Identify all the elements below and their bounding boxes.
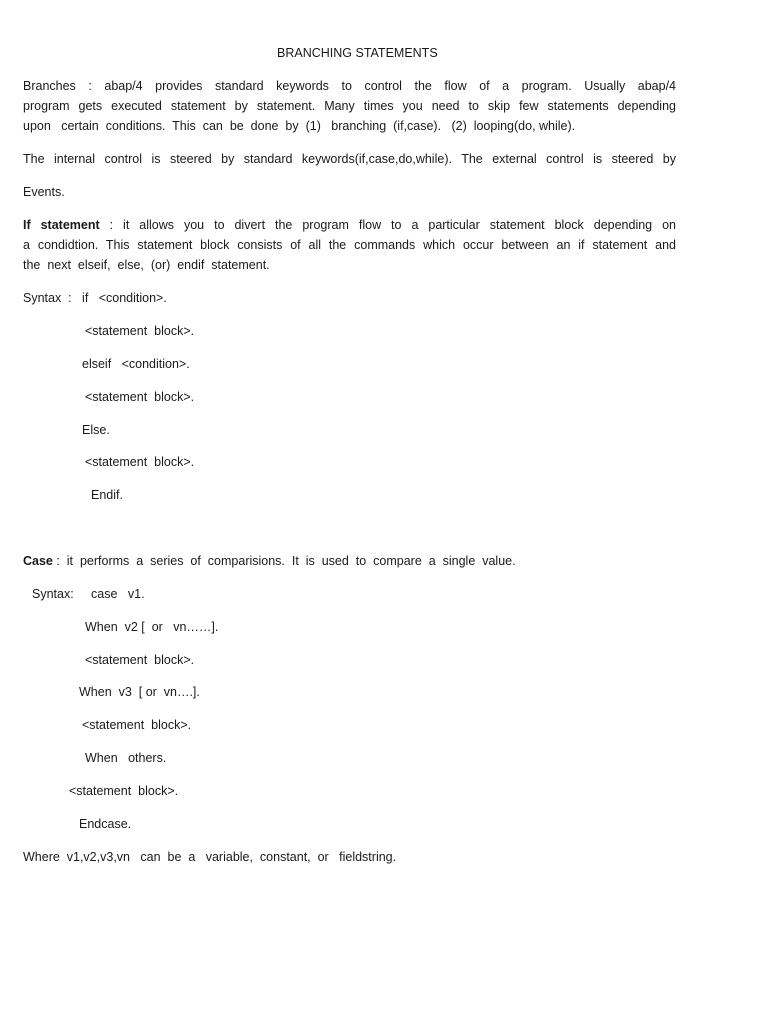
if-statement-description: : it allows you to divert the program flow to a particular statement block depending on bbox=[99, 218, 676, 232]
closing-sentence: Where v1,v2,v3,vn can be a variable, constant, or fieldstring. bbox=[23, 850, 397, 864]
if-syntax-line: Endif. bbox=[91, 488, 123, 502]
case-syntax-line: <statement block>. bbox=[69, 784, 179, 798]
if-syntax-line: <statement block>. bbox=[85, 324, 195, 338]
branches-paragraph-line-1: Branches : abap/4 provides standard keywords to control the flow of a program. Usually abap/4 bbox=[23, 79, 676, 93]
case-syntax-line: <statement block>. bbox=[82, 718, 192, 732]
if-statement-line-1 bbox=[23, 217, 676, 233]
page-title: BRANCHING STATEMENTS bbox=[277, 46, 438, 60]
case-syntax-line: When v3 [ or vn….]. bbox=[79, 685, 200, 699]
if-syntax-line: <statement block>. bbox=[85, 455, 195, 469]
case-syntax-heading: Syntax: case v1. bbox=[32, 587, 145, 601]
case-statement-description: : it performs a series of comparisions. It is used to compare a single value. bbox=[52, 554, 516, 568]
if-syntax-line: elseif <condition>. bbox=[82, 357, 190, 371]
case-syntax-line: Endcase. bbox=[79, 817, 132, 831]
if-statement-line-3: the next elseif, else, (or) endif statement. bbox=[23, 258, 270, 272]
case-syntax-line: When v2 [ or vn……]. bbox=[85, 620, 219, 634]
control-paragraph-line-2: Events. bbox=[23, 185, 65, 199]
case-statement-line bbox=[23, 553, 516, 569]
case-statement-label: Case bbox=[23, 554, 53, 568]
case-syntax-line: When others. bbox=[85, 751, 167, 765]
if-statement-label: If statement bbox=[23, 218, 100, 232]
if-syntax-line: Else. bbox=[82, 423, 110, 437]
if-statement-line-2: a condidtion. This statement block consists of all the commands which occur between an if statement and bbox=[23, 238, 676, 252]
control-paragraph-line-1: The internal control is steered by standard keywords(if,case,do,while). The external control is steered by bbox=[23, 152, 676, 166]
case-syntax-line: <statement block>. bbox=[85, 653, 195, 667]
if-syntax-heading: Syntax : if <condition>. bbox=[23, 291, 167, 305]
branches-paragraph-line-3: upon certain conditions. This can be done by (1) branching (if,case). (2) looping(do, while). bbox=[23, 119, 576, 133]
branches-paragraph-line-2: program gets executed statement by statement. Many times you need to skip few statements depending bbox=[23, 99, 676, 113]
if-syntax-line: <statement block>. bbox=[85, 390, 195, 404]
